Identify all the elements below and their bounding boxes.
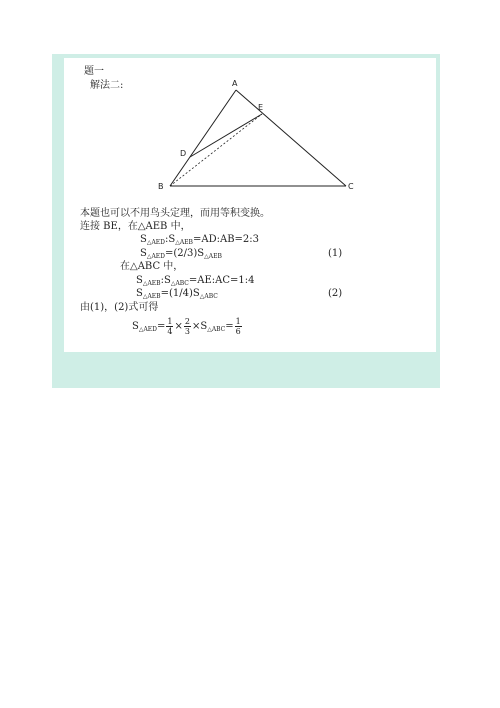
side-ac <box>236 90 346 186</box>
content-card <box>64 58 436 352</box>
side-ab <box>170 90 236 186</box>
heading: 题一 <box>84 66 104 77</box>
label-b: B <box>158 182 164 191</box>
triangle-figure <box>64 74 436 214</box>
line-connect: 连接 BE，在△AEB 中， <box>80 221 191 232</box>
equation-1: $S_{\triangle AED}=(2/3)S_{\triangle AEB}$ <box>140 248 222 260</box>
label-a: A <box>232 79 238 88</box>
line-in-abc: 在△ABC 中， <box>120 261 184 272</box>
fraction-one-sixth: $\frac{1}{6}$ <box>235 317 241 336</box>
fraction-one-quarter: $\frac{1}{4}$ <box>167 317 173 336</box>
final-equation: $S_{\triangle AED}=$ $\frac{1}{4}$ × $\frac{2}{3}$ $\times S_{\triangle ABC}=$ $\frac{1}{6}$ <box>132 317 241 336</box>
segment-de <box>190 114 262 157</box>
ratio-aed-aeb: $S_{\triangle AED}:S_{\triangle AEB}=AD:AB=2:3$ <box>140 234 260 246</box>
label-c: C <box>348 182 354 191</box>
equation-1-label: (1) <box>328 248 343 259</box>
line-conclude: 由(1)，(2)式可得 <box>80 302 159 313</box>
label-d: D <box>180 149 187 158</box>
line-intro: 本题也可以不用鸟头定理，而用等积变换。 <box>80 208 270 219</box>
ratio-aeb-abc: $S_{\triangle AEB}:S_{\triangle ABC}=AE:AC=1:4$ <box>136 275 255 287</box>
method-label: 解法二: <box>90 80 124 91</box>
fraction-two-thirds: $\frac{2}{3}$ <box>184 317 190 336</box>
label-e: E <box>258 103 264 112</box>
equation-2-label: (2) <box>328 288 343 299</box>
equation-2: $S_{\triangle AEB}=(1/4)S_{\triangle ABC}$ <box>136 288 218 300</box>
